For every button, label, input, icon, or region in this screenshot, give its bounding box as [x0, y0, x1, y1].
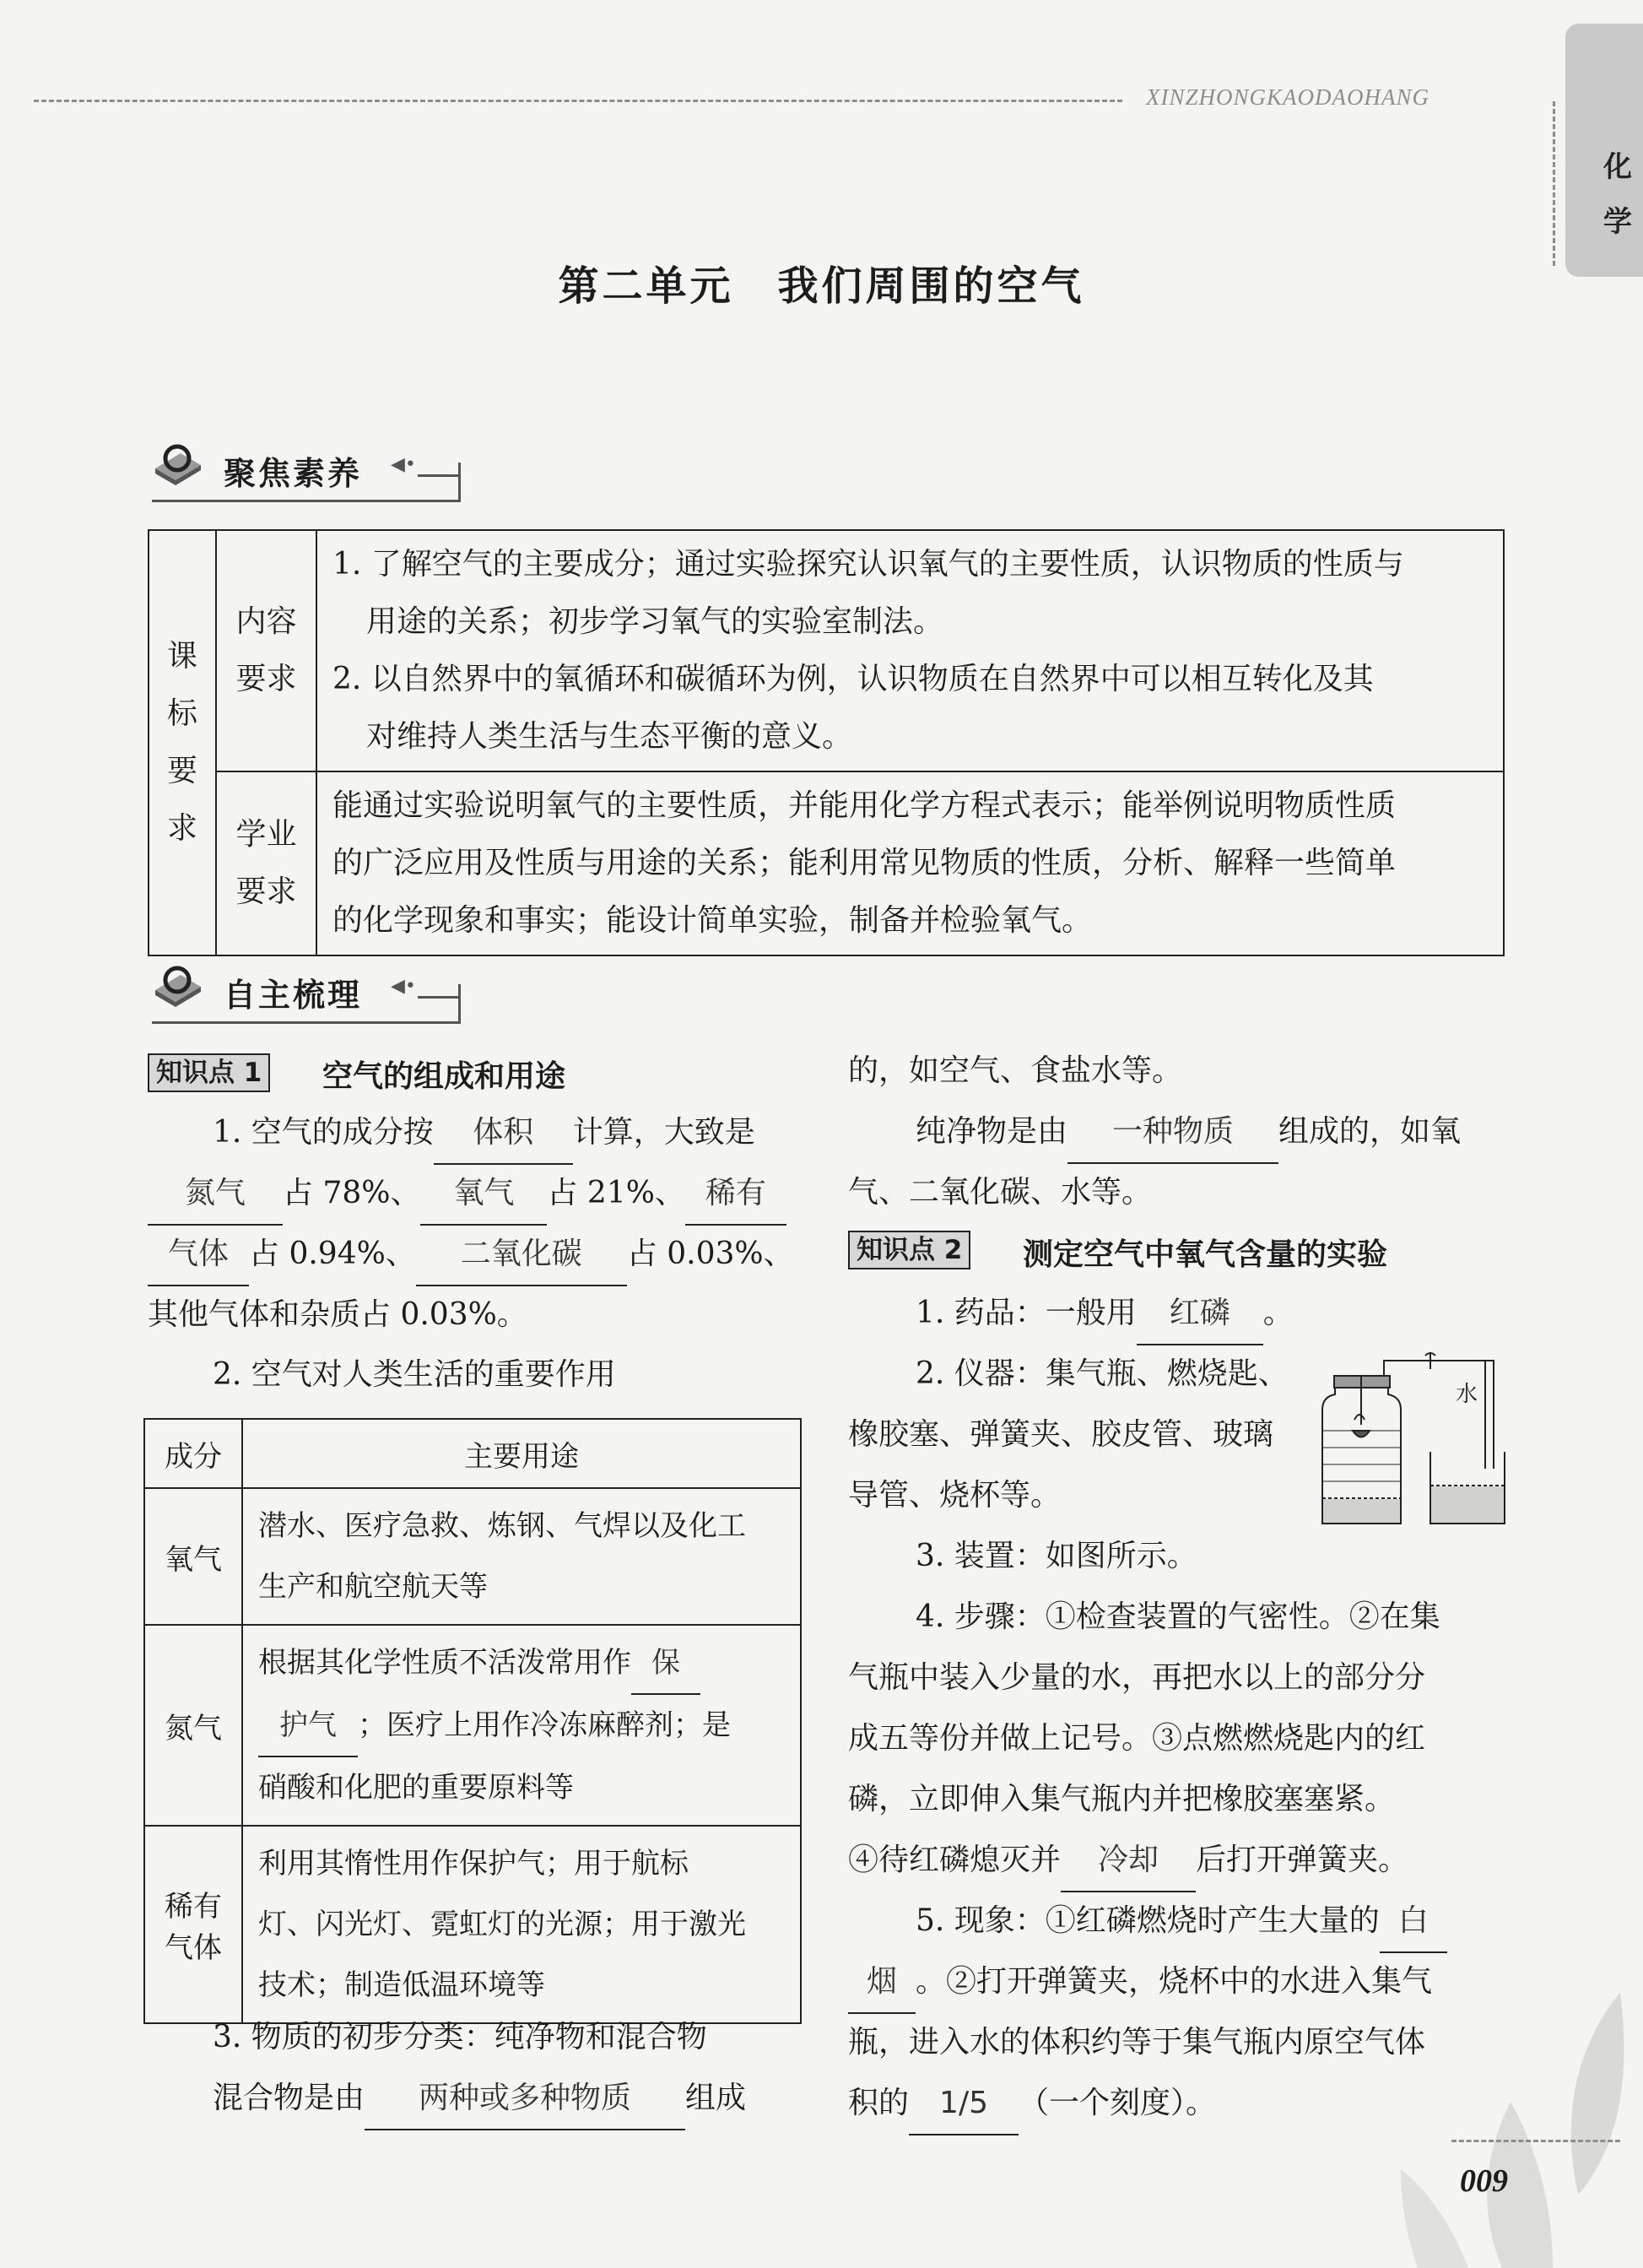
section-arrow-icon: ◀•: [391, 454, 416, 475]
kp2-apparatus-line2: 橡胶塞、弹簧夹、胶皮管、玻璃: [848, 1417, 1274, 1452]
content-line: 1. 了解空气的主要成分；通过实验探究认识氧气的主要性质，认识物质的性质与: [332, 547, 1404, 582]
section-rule: [418, 996, 460, 999]
tab-char-xue: 学: [1603, 205, 1632, 239]
text: 组成的，如氧: [1278, 1114, 1462, 1149]
running-title: XINZHONGKAODAOHANG: [1146, 84, 1430, 110]
section-icon: [152, 443, 204, 485]
decorative-leaf-icon: [1300, 1975, 1643, 2268]
content-line: 2. 以自然界中的氧循环和碳循环为例，认识物质在自然界中可以相互转化及其: [332, 662, 1374, 696]
text: （一个刻度）。: [1019, 2086, 1217, 2120]
kp2-apparatus-line1: 2. 仪器：集气瓶、燃烧匙、: [916, 1356, 1289, 1391]
kp2-phenomena-line4: [848, 2073, 1216, 2135]
answer-blank: 稀有: [685, 1163, 786, 1226]
answer-blank: 白: [1380, 1891, 1447, 1953]
academic-label-cell: [216, 771, 316, 955]
uses-table: [143, 1418, 802, 2024]
kp1-item3-cont3: 气、二氧化碳、水等。: [848, 1175, 1153, 1210]
text: 积的: [848, 2086, 910, 2120]
text: 占 78%、: [283, 1176, 421, 1210]
kp1-label: 知识点 1: [148, 1053, 270, 1092]
kp1-item1-line4: 其他气体和杂质占 0.03%。: [148, 1297, 527, 1332]
kp2-drug: [916, 1283, 1294, 1345]
row-label-char: 要: [166, 754, 197, 788]
text: 5. 现象：①红磷燃烧时产生大量的: [916, 1903, 1380, 1938]
academic-label: 要求: [235, 874, 297, 909]
uses-col-header: 主要用途: [242, 1419, 801, 1488]
text: 后打开弹簧夹。: [1196, 1843, 1409, 1877]
answer-blank: 体积: [434, 1102, 573, 1165]
combustion-spoon: [1353, 1431, 1370, 1437]
content-requirements: [316, 530, 1504, 771]
kp1-item2: 2. 空气对人类生活的重要作用: [213, 1357, 616, 1392]
uses-description: [242, 1625, 801, 1826]
text: 组成: [685, 2081, 747, 2115]
answer-blank: 护气: [258, 1695, 358, 1757]
kp2-setup: 3. 装置：如图所示。: [916, 1539, 1197, 1573]
kp2-apparatus-line3: 导管、烧杯等。: [848, 1478, 1062, 1513]
academic-requirements: [316, 771, 1504, 955]
text: 气体: [165, 1931, 222, 1965]
text: 占 0.94%、: [249, 1237, 416, 1271]
academic-line: 能通过实验说明氧气的主要性质，并能用化学方程式表示；能举例说明物质性质: [332, 788, 1397, 823]
kp2-label: 知识点 2: [848, 1231, 970, 1269]
text: 占 21%、: [547, 1176, 685, 1210]
text: 。②打开弹簧夹，烧杯中的水进入集气: [916, 1964, 1433, 1999]
answer-blank: 二氧化碳: [416, 1224, 627, 1286]
text: 1. 空气的成分按: [213, 1115, 434, 1150]
section-rule: [418, 474, 460, 477]
answer-blank: 保: [631, 1632, 700, 1695]
kp2-steps-line4: 磷，立即伸入集气瓶内并把橡胶塞塞紧。: [848, 1782, 1396, 1816]
footer-dashed-rule: [1451, 2140, 1620, 2142]
uses-component: 氮气: [144, 1625, 242, 1826]
kp1-title: 空气的组成和用途: [322, 1059, 566, 1094]
uses-component: 氧气: [144, 1488, 242, 1625]
tab-char-hua: 化: [1603, 150, 1632, 184]
text: 1. 药品：一般用: [916, 1296, 1137, 1330]
unit-title: 第二单元 我们周围的空气: [558, 263, 1085, 310]
content-line: 用途的关系；初步学习氧气的实验室制法。: [366, 604, 944, 639]
text: 。: [1262, 1296, 1294, 1330]
text: 根据其化学性质不活泼常用作: [258, 1646, 631, 1680]
kp1-item1-line1: [213, 1102, 755, 1165]
content-label: 内容: [235, 604, 297, 639]
row-label-char: 求: [166, 811, 197, 846]
text: 混合物是由: [213, 2081, 365, 2115]
answer-blank: 气体: [148, 1224, 249, 1286]
content-line: 对维持人类生活与生态平衡的意义。: [366, 719, 853, 754]
section-title-review: 自主梳理: [224, 977, 363, 1014]
kp2-steps-line1: 4. 步骤：①检查装置的气密性。②在集: [916, 1600, 1440, 1634]
kp1-item1-line3: [148, 1224, 794, 1286]
uses-line: [258, 1632, 790, 1695]
row-label-char: 标: [166, 696, 197, 731]
kp2-phenomena-line1: [916, 1891, 1447, 1953]
beaker-water: [1431, 1486, 1504, 1523]
uses-line: 生产和航空航天等: [258, 1570, 488, 1604]
uses-component: [144, 1826, 242, 2023]
text: 纯净物是由: [916, 1114, 1068, 1149]
text: ④待红磷熄灭并: [848, 1843, 1062, 1877]
flame: [1354, 1415, 1365, 1420]
figure-label-water: 水: [1456, 1382, 1478, 1407]
section-underline: [152, 1021, 461, 1024]
kp1-item3-line2: [213, 2068, 746, 2130]
uses-line: [258, 1695, 790, 1757]
content-label: 要求: [235, 662, 297, 696]
requirements-table: [148, 529, 1505, 956]
text: ；医疗上用作冷冻麻醉剂；是: [358, 1708, 731, 1742]
section-rule-end: [458, 463, 461, 501]
kp1-item3-line1: 3. 物质的初步分类：纯净物和混合物: [213, 2020, 707, 2054]
answer-blank: 冷却: [1061, 1830, 1196, 1892]
text: 占 0.03%、: [626, 1237, 794, 1271]
kp1-item1-line2: [148, 1163, 786, 1226]
uses-line: 灯、闪光灯、霓虹灯的光源；用于激光: [258, 1908, 746, 1941]
answer-blank: 1/5: [909, 2073, 1019, 2135]
academic-line: 的化学现象和事实；能设计简单实验，制备并检验氧气。: [332, 903, 1093, 938]
text: 计算，大致是: [572, 1115, 755, 1150]
answer-blank: 氮气: [148, 1163, 283, 1226]
uses-line: 技术；制造低温环境等: [258, 1968, 545, 2002]
answer-blank: 一种物质: [1067, 1102, 1278, 1164]
kp2-steps-line2: 气瓶中装入少量的水，再把水以上的部分分: [848, 1660, 1426, 1695]
kp2-title: 测定空气中氧气含量的实验: [1023, 1237, 1388, 1272]
academic-line: 的广泛应用及性质与用途的关系；能利用常见物质的性质，分析、解释一些简单: [332, 846, 1397, 880]
uses-description: [242, 1488, 801, 1625]
section-rule-end: [458, 984, 461, 1023]
tab-dashed-rule: [1553, 101, 1555, 266]
text: 稀有: [165, 1890, 222, 1924]
section-title-focus: 聚焦素养: [224, 455, 363, 492]
header-dashed-rule: [34, 100, 1122, 102]
row-label-char: 课: [166, 639, 197, 674]
content-label-cell: [216, 530, 316, 771]
section-underline: [152, 500, 461, 502]
answer-blank: 烟: [848, 1951, 916, 2014]
kp2-steps-line3: 成五等份并做上记号。③点燃燃烧匙内的红: [848, 1721, 1426, 1756]
uses-description: [242, 1826, 801, 2023]
page-number: 009: [1460, 2163, 1508, 2199]
answer-blank: 氧气: [420, 1163, 547, 1226]
kp2-steps-line5: [848, 1830, 1408, 1892]
bottle-water: [1323, 1499, 1400, 1523]
uses-col-header: 成分: [144, 1419, 242, 1488]
uses-line: 潜水、医疗急救、炼钢、气焊以及化工: [258, 1509, 746, 1543]
section-arrow-icon: ◀•: [391, 976, 416, 997]
row-label-cell: [149, 530, 216, 955]
uses-line: 硝酸和化肥的重要原料等: [258, 1771, 574, 1805]
apparatus-figure: [1304, 1351, 1511, 1532]
answer-blank: 两种或多种物质: [365, 2068, 685, 2130]
kp1-item3-cont1: 的，如空气、食盐水等。: [848, 1053, 1183, 1088]
academic-label: 学业: [235, 817, 297, 852]
kp1-item3-cont2: [916, 1102, 1461, 1164]
uses-line: 利用其惰性用作保护气；用于航标: [258, 1847, 689, 1881]
answer-blank: 红磷: [1137, 1283, 1263, 1345]
kp2-phenomena-line3: 瓶，进入水的体积约等于集气瓶内原空气体: [848, 2025, 1426, 2060]
section-icon: [152, 965, 204, 1007]
